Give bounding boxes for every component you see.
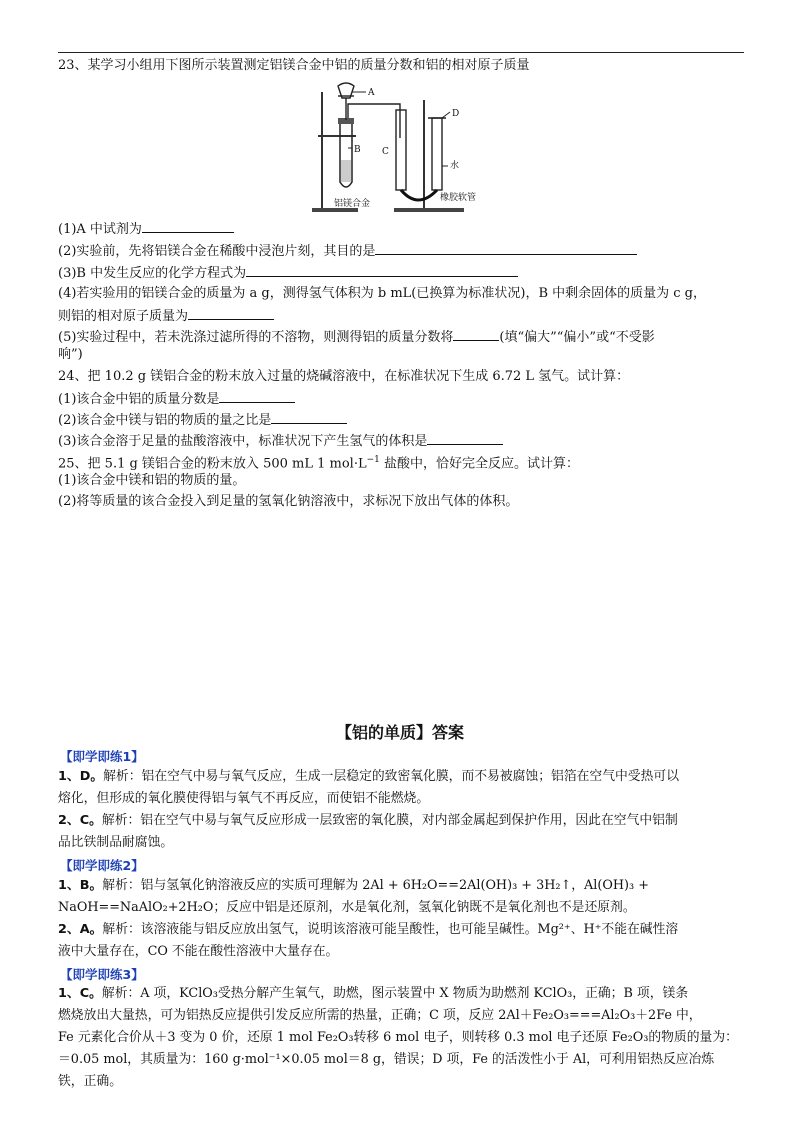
answer-1-2: 2、C。解析：铝在空气中易与氧气反应形成一层致密的氧化膜，对内部金属起到保护作用，因此在空气中铝制 品比铁制品耐腐蚀。: [58, 813, 678, 850]
q24-part2: (2)该合金中镁与铝的物质的量之比是: [58, 410, 347, 430]
answer-1-1: 1、D。解析：铝在空气中易与氧气反应，生成一层稳定的致密氧化膜，而不易被腐蚀；铝箔在空气中受热可以 熔化，但形成的氧化膜使得铝与氧气不再反应，而使铝不能燃烧。: [58, 769, 679, 806]
answer-blank[interactable]: [246, 263, 518, 277]
section-2-heading: 【即学即练2】: [60, 858, 144, 873]
q24-part1: (1)该合金中铝的质量分数是: [58, 389, 295, 409]
answer-blank[interactable]: [453, 327, 499, 341]
q23-part5-line1: (5)实验过程中，若未洗涤过滤所得的不溶物，则测得铝的质量分数将 (填“偏大”“偏小”或“不受影: [58, 327, 655, 347]
delivery-tube: [348, 104, 400, 138]
rubber-tube: [401, 190, 437, 200]
answer-blank[interactable]: [188, 306, 274, 320]
answer-blank[interactable]: [375, 241, 637, 255]
top-rule: [58, 52, 744, 53]
answer-blank[interactable]: [142, 219, 234, 233]
burette-c: [396, 110, 406, 190]
q25-stem: 25、把 5.1 g 镁铝合金的粉末放入 500 mL 1 $mol\cdot L^{-1}$ 盐酸中，恰好完全反应。试计算：: [58, 455, 580, 472]
answer-blank[interactable]: [219, 389, 295, 403]
apparatus-diagram: [308, 82, 498, 214]
tube-b-liquid: [341, 160, 351, 182]
tube-d: [432, 118, 442, 190]
label-rubber-tube: 橡胶软管: [440, 193, 477, 203]
label-b: B: [354, 145, 361, 155]
label-alloy: 铝镁合金: [334, 199, 371, 209]
answer-3-1: 1、C。解析：A 项，KClO₃受热分解产生氧气，助燃，图示装置中 X 物质为助燃剂 KClO₃，正确；B 项，镁条 燃烧放出大量热，可为铝热反应提供引发反应所需的热量，正确；C 项，反应 2Al＋Fe₂O₃===Al₂O₃＋2Fe 中， Fe 元素化合价从＋3 变为 0 价，还原 1 mol Fe₂O₃转移 6 mol 电子，则转移 0.3 mol 电子还原 Fe₂O₃的物质的量为： ＝0.05 mol，其质量为：160 g·mol⁻¹×0.05 mol＝8 g，错误；D 项，Fe 的活泼性小于 Al，可利用铝热反应冶炼 铁，正确。: [58, 986, 738, 1089]
q23-part1: (1)A 中试剂为: [58, 219, 234, 239]
section-1-heading: 【即学即练1】: [60, 749, 144, 764]
q23-part3: (3)B 中发生反应的化学方程式为: [58, 263, 518, 283]
label-water: 水: [450, 161, 460, 171]
label-d: D: [452, 109, 460, 119]
q23-part4-line1: (4)若实验用的铝镁合金的质量为 a g，测得氢气体积为 b mL(已换算为标准状况)，B 中剩余固体的质量为 c g，: [58, 286, 706, 301]
answer-2-1: 1、B。解析：铝与氢氧化钠溶液反应的实质可理解为 2Al + 6H₂O==2Al(OH)₃ + 3H₂↑，Al(OH)₃ + NaOH==NaAlO₂+2H₂O；反应中铝是还原剂，水是氧化剂，氢氧化钠既不是氧化剂也不是还原剂。: [58, 878, 649, 915]
q25-part2: (2)将等质量的该合金投入到足量的氢氧化钠溶液中，求标况下放出气体的体积。: [58, 494, 519, 509]
right-stand-base: [394, 208, 464, 212]
answer-blank[interactable]: [427, 431, 503, 445]
q23-part5-line2: 响”): [58, 347, 83, 362]
section-3-heading: 【即学即练3】: [60, 967, 144, 982]
label-a: A: [368, 88, 375, 98]
answer-2-2: 2、A。解析：该溶液能与铝反应放出氢气，说明该溶液可能呈酸性，也可能呈碱性。Mg²⁺、H⁺不能在碱性溶 液中大量存在，CO 不能在酸性溶液中大量存在。: [58, 922, 679, 959]
q24-stem: 24、把 10.2 g 镁铝合金的粉末放入过量的烧碱溶液中，在标准状况下生成 6.72 L 氢气。试计算：: [58, 369, 630, 384]
answer-blank[interactable]: [271, 410, 347, 424]
q23-stem: 23、某学习小组用下图所示装置测定铝镁合金中铝的质量分数和铝的相对原子质量: [58, 58, 530, 73]
q25-part1: (1)该合金中镁和铝的物质的量。: [58, 473, 246, 488]
q24-part3: (3)该合金溶于足量的盐酸溶液中，标准状况下产生氢气的体积是: [58, 431, 503, 451]
q23-part4-line2: 则铝的相对原子质量为: [58, 306, 274, 326]
q23-part2: (2)实验前，先将铝镁合金在稀酸中浸泡片刻，其目的是: [58, 241, 637, 261]
label-c: C: [382, 147, 389, 157]
answers-title: 【铝的单质】答案: [335, 723, 464, 742]
